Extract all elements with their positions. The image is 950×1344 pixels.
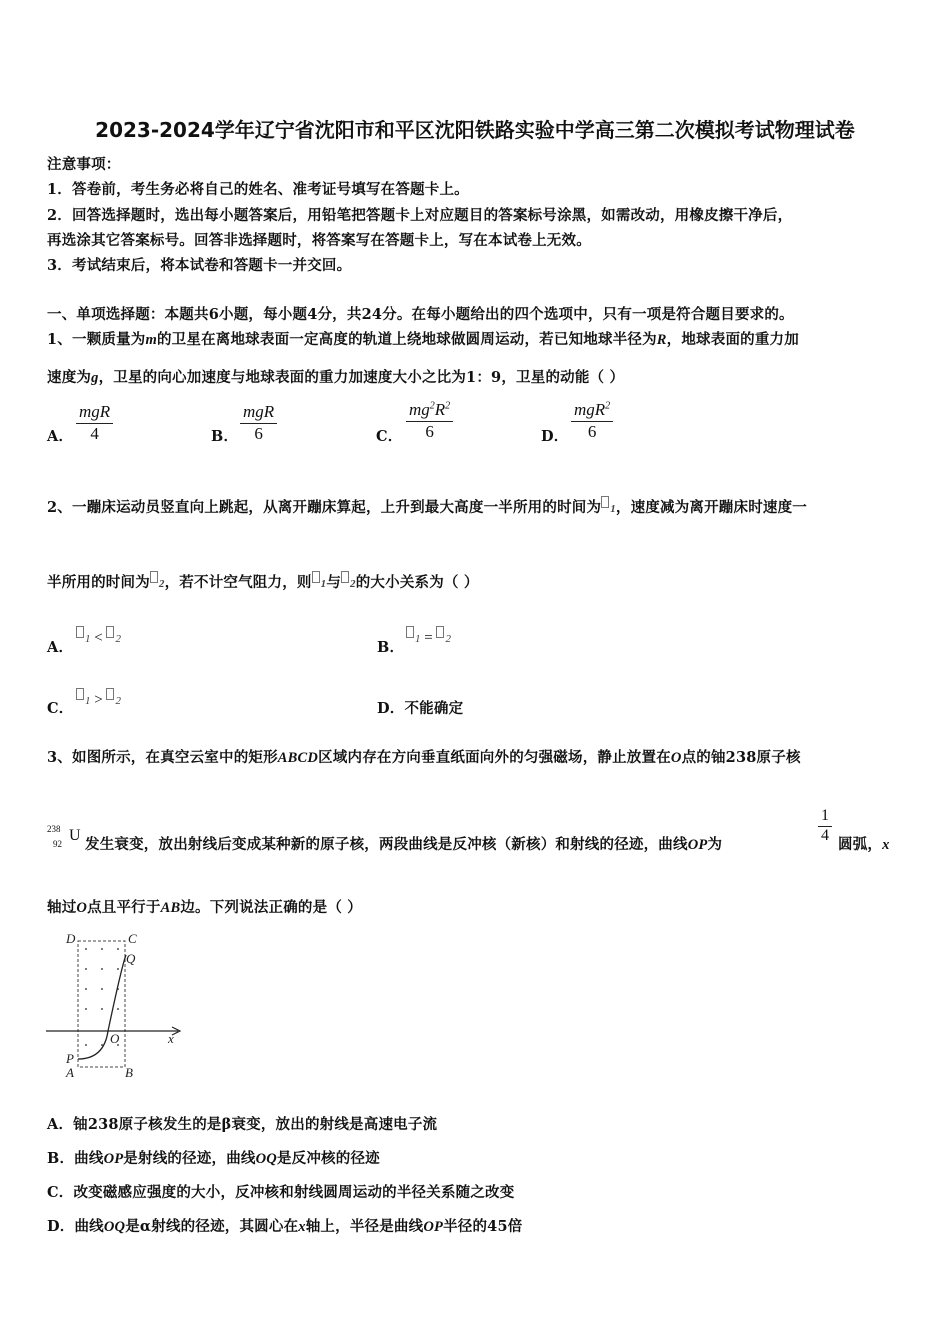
q2-option-d: D．不能确定 bbox=[377, 700, 464, 717]
q2-option-a-expr: 1 < 2 bbox=[76, 626, 121, 647]
q2-option-a-label: A． bbox=[47, 639, 74, 656]
q1-option-a-label: A． bbox=[47, 428, 74, 445]
label-p: P bbox=[66, 1051, 74, 1066]
q3-figure bbox=[40, 925, 190, 1085]
label-d: D bbox=[66, 931, 76, 946]
label-q: Q bbox=[126, 951, 136, 966]
q3-option-b: B．曲线OP是射线的径迹，曲线OQ是反冲核的径迹 bbox=[47, 1150, 380, 1167]
notice-heading: 注意事项： bbox=[47, 156, 121, 173]
q1-option-c-label: C． bbox=[376, 428, 403, 445]
q1-option-d-fraction: mgR$^2$ 6 bbox=[571, 400, 613, 442]
curve-op bbox=[78, 1031, 108, 1059]
q3-option-d: D．曲线OQ是α射线的径迹，其圆心在x轴上，半径是曲线OP半径的45倍 bbox=[47, 1218, 523, 1235]
q1-option-a-fraction: mgR 4 bbox=[76, 402, 113, 444]
q2-option-b-label: B． bbox=[377, 639, 405, 656]
q2-option-b-expr: 1 = 2 bbox=[406, 626, 451, 647]
q3-line-2: 发生衰变，放出射线后变成某种新的原子核，两段曲线是反冲核（新核）和射线的径迹，曲线OP为 bbox=[85, 836, 723, 853]
page-title: 2023-2024学年辽宁省沈阳市和平区沈阳铁路实验中学高三第二次模拟考试物理试卷 bbox=[95, 118, 855, 142]
q1-option-d-label: D． bbox=[541, 428, 569, 445]
q1-line-1: 1、一颗质量为m的卫星在离地球表面一定高度的轨道上绕地球做圆周运动，若已知地球半径为R，地球表面的重力加 bbox=[47, 331, 799, 348]
label-b: B bbox=[125, 1065, 133, 1080]
q1-option-b-label: B． bbox=[211, 428, 239, 445]
q2-option-c-label: C． bbox=[47, 700, 74, 717]
q3-isotope: 238 92 U bbox=[47, 824, 81, 849]
notice-item-2a: 2．回答选择题时，选出每小题答案后，用铅笔把答题卡上对应题目的答案标号涂黑，如需改动，用橡皮擦干净后， bbox=[47, 207, 793, 224]
notice-item-3: 3．考试结束后，将本试卷和答题卡一并交回。 bbox=[47, 257, 352, 274]
q2-line-2: 半所用的时间为 2，若不计空气阻力，则 1与 2的大小关系为（ ） bbox=[47, 571, 479, 592]
q3-option-a: A．铀238原子核发生的是β衰变，放出的射线是高速电子流 bbox=[47, 1116, 438, 1133]
q1-option-c-fraction: $\frac{mg^2R^2}{6}$ bbox=[406, 400, 453, 442]
q3-line-3: 轴过O点且平行于AB边。下列说法正确的是（ ） bbox=[47, 899, 362, 916]
label-o: O bbox=[110, 1031, 120, 1046]
curve-oq bbox=[108, 955, 126, 1031]
notice-item-2b: 再选涂其它答案标号。回答非选择题时，将答案写在答题卡上，写在本试卷上无效。 bbox=[47, 232, 591, 249]
q3-line-1: 3、如图所示，在真空云室中的矩形ABCD区域内存在方向垂直纸面向外的匀强磁场，静止放置在O点的铀238原子核 bbox=[47, 749, 801, 766]
label-c: C bbox=[128, 931, 137, 946]
label-a: A bbox=[66, 1065, 74, 1080]
q1-line-2: 速度为g，卫星的向心加速度与地球表面的重力加速度大小之比为1：9，卫星的动能（ ） bbox=[47, 369, 625, 386]
q2-option-c-expr: 1 > 2 bbox=[76, 688, 121, 709]
q3-fraction-quarter: $\frac{1}{4}$ bbox=[818, 807, 832, 845]
q3-option-c: C．改变磁感应强度的大小，反冲核和射线圆周运动的半径关系随之改变 bbox=[47, 1184, 515, 1201]
q1-option-b-fraction: mgR 6 bbox=[240, 402, 277, 444]
section-heading: 一、单项选择题：本题共6小题，每小题4分，共24分。在每小题给出的四个选项中，只有一项是符合题目要求的。 bbox=[47, 306, 794, 323]
q3-line-2-end: 圆弧，x bbox=[838, 836, 890, 853]
label-x: x bbox=[168, 1031, 174, 1046]
notice-item-1: 1．答卷前，考生务必将自己的姓名、准考证号填写在答题卡上。 bbox=[47, 181, 469, 198]
q2-line-1: 2、一蹦床运动员竖直向上跳起，从离开蹦床算起，上升到最大高度一半所用的时间为 1，速度减为离开蹦床时速度一 bbox=[47, 496, 807, 517]
